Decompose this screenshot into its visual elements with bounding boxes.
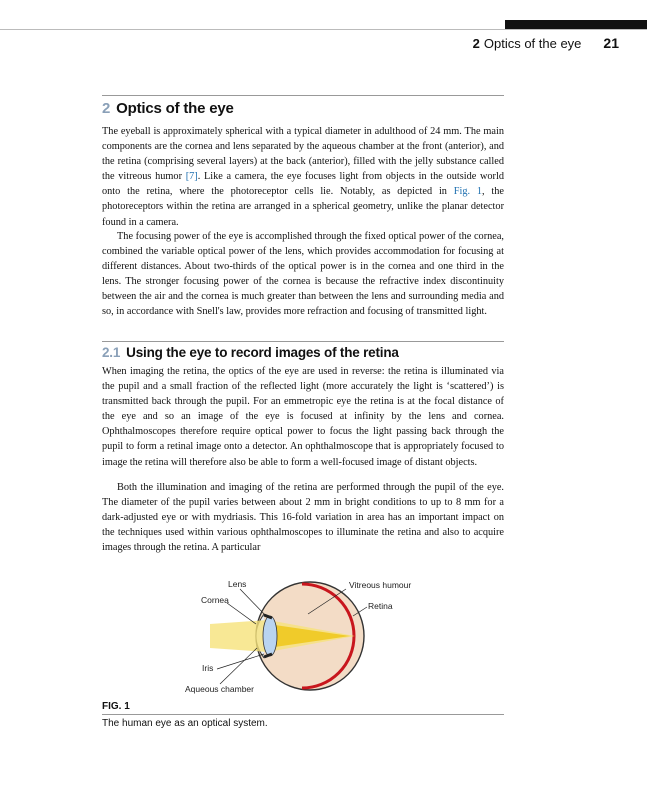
reference-link[interactable]: [7] xyxy=(185,171,198,183)
subsection-heading xyxy=(102,345,399,360)
label-retina: Retina xyxy=(368,601,393,611)
subsection-paragraph-1: When imaging the retina, the optics of the eye are used in reverse: the retina is illuminated via the pupil and a small fraction of the reflected light (more accurately the light is ‘scattered’) is transmitted back through the pupil. For an emmetropic eye the retina is at the focal distance of the eye and so an image of the eye is focused at infinity by the lens and cornea. Ophthalmoscopes therefore require optical power to focus the light passing back through the pupil to form a retinal image onto a detector. An ophthalmoscope that is appropriately focused to image the retina will therefore also be able to form a well-focused image of distant objects. xyxy=(102,366,504,468)
iris-leader xyxy=(217,654,264,669)
subsection-rule xyxy=(102,341,504,342)
figure-link[interactable]: Fig. 1 xyxy=(453,186,483,198)
subsection-paragraph-2: Both the illumination and imaging of the retina are performed through the pupil of the eye. The diameter of the pupil varies between about 2 mm in bright conditions to up to 8 mm for a dark-adjusted eye or with mydriasis. This 16-fold variation in area has an important impact on the techniques used within various ophthalmoscopes to illuminate the retina and also to acquire images through the retina. A particular xyxy=(102,482,504,554)
subsection-number: 2.1 xyxy=(102,345,121,360)
lens-leader xyxy=(240,589,266,616)
section-rule xyxy=(102,95,504,96)
cornea-leader xyxy=(227,603,256,624)
text-run: , the photoreceptors within the retina are arranged in a spherical geometry, unlike the planar detector found in a camera. xyxy=(102,186,504,228)
figure-caption: The human eye as an optical system. xyxy=(102,718,268,729)
running-header xyxy=(473,35,619,51)
header-rule xyxy=(0,29,647,30)
text-run: The eyeball is approximately spherical with a typical diameter in adulthood of 24 mm. The main components are the cornea and lens separated by the aqueous chamber at the front (anterior), and the retina (comprising several layers) at the back (anterior), filled with the jelly substance called the vitreous humor xyxy=(102,126,504,183)
eye-diagram xyxy=(160,576,450,696)
section-paragraph-2: The focusing power of the eye is accomplished through the fixed optical power of the cornea, combined the variable optical power of the lens, which provides accommodation for focusing at different distances. About two-thirds of the optical power is in the cornea and one third in the lens. The stronger focusing power of the cornea is because the refractive index discontinuity between the air and the cornea is much greater than between the lens and surrounding media and so, in accordance with Snell's law, provides more refraction and focusing of transmitted light. xyxy=(102,231,504,318)
section-heading xyxy=(102,100,234,117)
subsection-title: Using the eye to record images of the retina xyxy=(126,345,399,360)
label-aqueous: Aqueous chamber xyxy=(185,684,254,694)
label-cornea: Cornea xyxy=(201,595,229,605)
figure-label: FIG. 1 xyxy=(102,701,130,712)
page-number: 21 xyxy=(603,35,619,51)
figure-rule xyxy=(102,714,504,715)
section-paragraph-1 xyxy=(102,124,504,230)
label-vitreous: Vitreous humour xyxy=(349,580,412,590)
text-run: . Like a camera, the eye focuses light from objects in the outside world onto the retina, where the photoreceptor cells lie. Notably, as depicted in xyxy=(102,171,504,198)
section-title: Optics of the eye xyxy=(116,100,234,117)
lens-shape xyxy=(263,616,277,656)
label-iris: Iris xyxy=(202,663,214,673)
section-number: 2 xyxy=(102,100,111,117)
running-title: Optics of the eye xyxy=(483,36,582,51)
header-bar xyxy=(505,20,647,29)
running-number: 2 xyxy=(472,36,480,51)
label-lens: Lens xyxy=(228,579,247,589)
